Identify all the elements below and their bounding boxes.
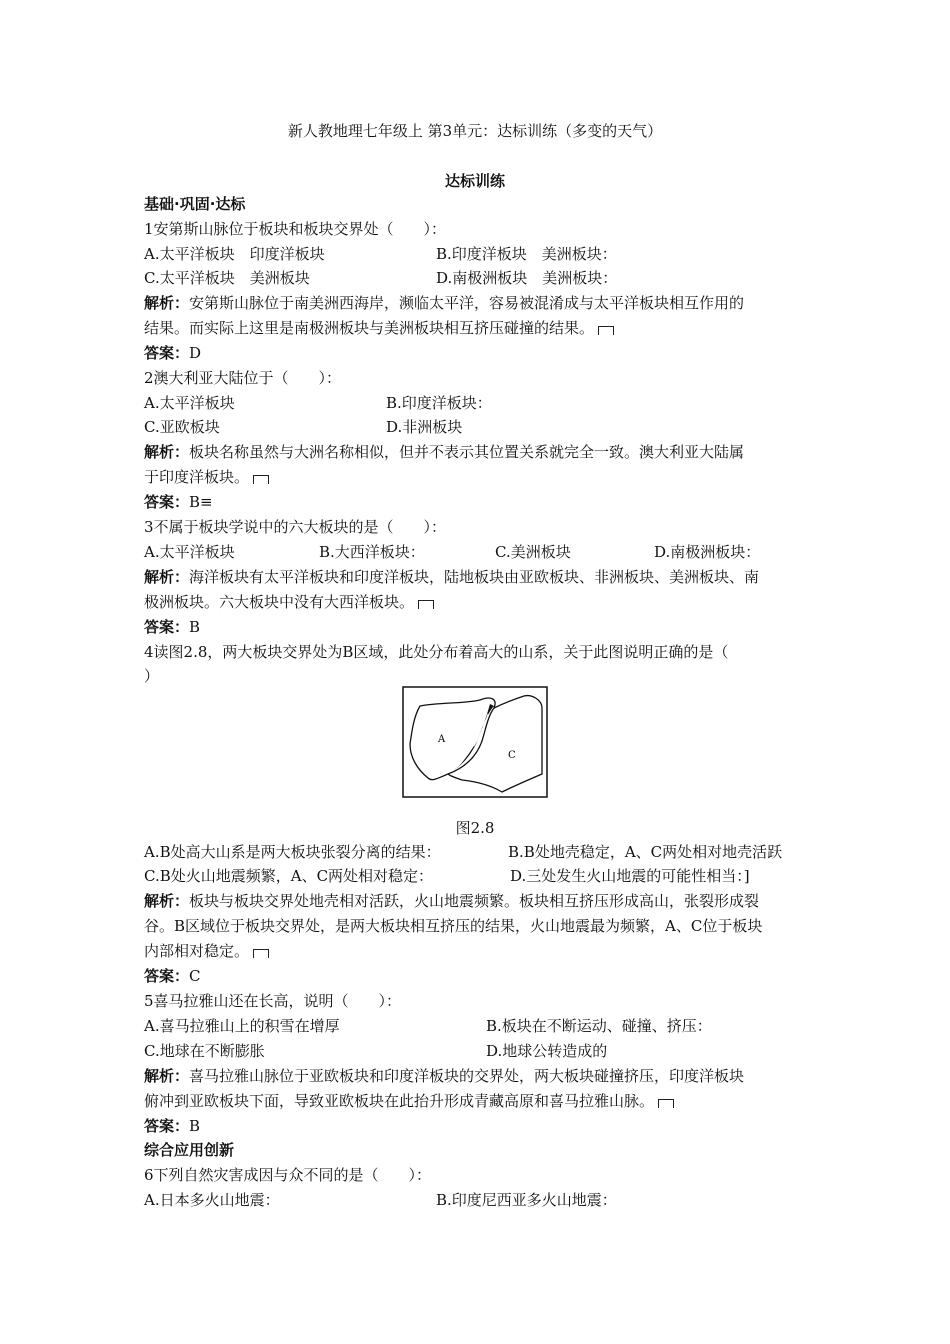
q6-option-a: A.日本多火山地震：: [144, 1191, 280, 1209]
subsection-heading: 基础·巩固·达标: [144, 195, 246, 213]
q4-option-c: C.B处火山地震频繁，A、C两处相对稳定：: [144, 867, 434, 885]
bracket-mark: [418, 600, 434, 609]
q3-answer: [144, 617, 200, 637]
q4-explanation-line-2: 谷。B区域位于板块交界处，是两大板块相互挤压的结果，火山地震最为频繁，A、C位于板块: [144, 917, 763, 935]
q4-answer: [144, 966, 201, 986]
explanation-text: 安第斯山脉位于南美洲西海岸，濒临太平洋，容易被混淆成与太平洋板块相互作用的: [189, 294, 745, 312]
q5-answer: [144, 1116, 200, 1136]
explanation-label: 解析：: [144, 443, 190, 461]
question-2-stem: 2澳大利亚大陆位于（ ）：: [144, 369, 342, 387]
explanation-label: 解析：: [144, 568, 190, 586]
q4-option-d: D.三处发生火山地震的可能性相当：]: [510, 867, 750, 885]
q5-option-a: A.喜马拉雅山上的积雪在增厚: [144, 1017, 340, 1035]
explanation-label: 解析：: [144, 892, 190, 910]
explanation-text: 内部相对稳定。: [144, 942, 250, 960]
answer-value: B: [189, 618, 201, 636]
q1-option-d: D.南极洲板块 美洲板块：: [436, 269, 618, 287]
question-4-stem-line-1: 4读图2.8，两大板块交界处为B区域，此处分布着高大的山系，关于此图说明正确的是（: [144, 643, 729, 661]
explanation-text: 极洲板块。六大板块中没有大西洋板块。: [144, 593, 415, 611]
answer-label: 答案：: [144, 344, 190, 362]
explanation-text: 喜马拉雅山脉位于亚欧板块和印度洋板块的交界处，两大板块碰撞挤压，印度洋板块: [189, 1067, 745, 1085]
explanation-text: 板块名称虽然与大洲名称相似，但并不表示其位置关系就完全一致。澳大利亚大陆属: [189, 443, 745, 461]
q2-option-d: D.非洲板块: [386, 418, 463, 436]
q2-answer: [144, 492, 213, 512]
figure-caption: 图2.8: [455, 819, 495, 837]
answer-value: B: [189, 1117, 201, 1135]
map-label-c: C: [508, 750, 516, 761]
q1-explanation-line-1: [144, 293, 744, 313]
map-label-b: B: [477, 729, 484, 739]
q1-option-a: A.太平洋板块 印度洋板块: [144, 245, 325, 263]
explanation-label: 解析：: [144, 294, 190, 312]
q3-option-b: B.大西洋板块：: [319, 543, 425, 561]
bracket-mark: [598, 326, 614, 335]
question-5-stem: 5喜马拉雅山还在长高，说明（ ）：: [144, 992, 402, 1010]
bracket-mark: [253, 949, 269, 958]
q2-option-b: B.印度洋板块：: [386, 394, 492, 412]
q5-option-b: B.板块在不断运动、碰撞、挤压：: [486, 1017, 712, 1035]
q3-option-c: C.美洲板块: [495, 543, 571, 561]
q3-explanation-line-2: [144, 592, 434, 612]
plate-boundary-map: [402, 686, 548, 798]
answer-value: C: [189, 967, 201, 985]
bracket-mark: [253, 475, 269, 484]
q1-option-c: C.太平洋板块 美洲板块: [144, 269, 310, 287]
question-6-stem: 6下列自然灾害成因与众不同的是（ ）：: [144, 1166, 432, 1184]
explanation-text: 俯冲到亚欧板块下面，导致亚欧板块在此抬升形成青藏高原和喜马拉雅山脉。: [144, 1092, 655, 1110]
explanation-text: 于印度洋板块。: [144, 468, 250, 486]
q2-option-a: A.太平洋板块: [144, 394, 235, 412]
question-1-stem: 1安第斯山脉位于板块和板块交界处（ ）：: [144, 220, 447, 238]
q3-option-a: A.太平洋板块: [144, 543, 235, 561]
q1-answer: [144, 343, 201, 363]
explanation-text: 海洋板块有太平洋板块和印度洋板块，陆地板块由亚欧板块、非洲板块、美洲板块、南: [189, 568, 760, 586]
answer-label: 答案：: [144, 618, 190, 636]
q5-option-d: D.地球公转造成的: [486, 1042, 608, 1060]
answer-value: B≡: [189, 493, 213, 511]
question-3-stem: 3不属于板块学说中的六大板块的是（ ）：: [144, 518, 447, 536]
subsection-heading: 综合应用创新: [144, 1141, 235, 1159]
map-label-a: A: [438, 734, 446, 745]
question-4-stem-line-2: ）: [144, 667, 160, 685]
bracket-mark: [658, 1099, 674, 1108]
document-title: 新人教地理七年级上 第3单元：达标训练（多变的天气）: [287, 122, 663, 140]
answer-label: 答案：: [144, 493, 190, 511]
answer-label: 答案：: [144, 967, 190, 985]
q4-explanation-line-1: [144, 891, 759, 911]
answer-value: D: [189, 344, 202, 362]
q4-explanation-line-3: [144, 941, 269, 961]
q5-explanation-line-2: [144, 1091, 674, 1111]
q4-option-b: B.B处地壳稳定，A、C两处相对地壳活跃: [508, 843, 783, 861]
q1-explanation-line-2: [144, 318, 614, 338]
explanation-text: 板块与板块交界处地壳相对活跃，火山地震频繁。板块相互挤压形成高山，张裂形成裂: [189, 892, 760, 910]
q2-option-c: C.亚欧板块: [144, 418, 220, 436]
section-title: 达标训练: [444, 172, 505, 190]
q4-option-a: A.B处高大山系是两大板块张裂分离的结果：: [144, 843, 441, 861]
q2-explanation-line-1: [144, 442, 744, 462]
q1-option-b: B.印度洋板块 美洲板块：: [436, 245, 617, 263]
q5-explanation-line-1: [144, 1066, 744, 1086]
q3-explanation-line-1: [144, 567, 759, 587]
q6-option-b: B.印度尼西亚多火山地震：: [436, 1191, 617, 1209]
answer-label: 答案：: [144, 1117, 190, 1135]
explanation-label: 解析：: [144, 1067, 190, 1085]
q2-explanation-line-2: [144, 467, 269, 487]
q5-option-c: C.地球在不断膨胀: [144, 1042, 265, 1060]
q3-option-d: D.南极洲板块：: [654, 543, 761, 561]
explanation-text: 结果。而实际上这里是南极洲板块与美洲板块相互挤压碰撞的结果。: [144, 319, 595, 337]
